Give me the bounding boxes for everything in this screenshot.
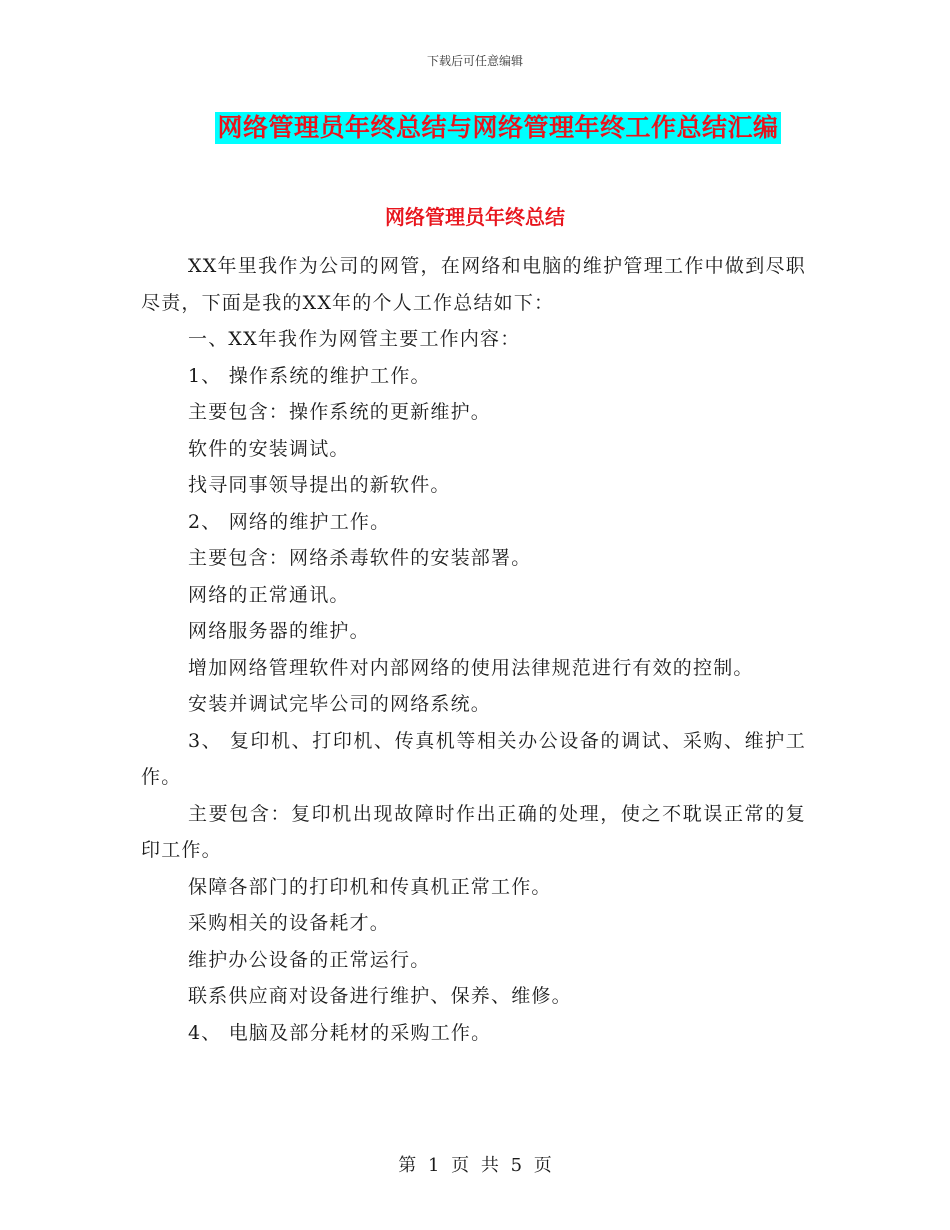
paragraph: 找寻同事领导提出的新软件。 [188,474,451,496]
paragraph: 采购相关的设备耗才。 [188,912,391,934]
paragraph: 主要包含：操作系统的更新维护。 [188,401,492,423]
paragraph: 维护办公设备的正常运行。 [188,948,431,971]
paragraph: 4、 电脑及部分耗材的采购工作。 [188,1021,492,1044]
paragraph: 增加网络管理软件对内部网络的使用法律规范进行有效的控制。 [188,656,754,679]
section-title: 网络管理员年终总结 [385,205,565,229]
page-header-note: 下载后可任意编辑 [426,54,523,68]
document-body [141,248,806,1051]
paragraph: 保障各部门的打印机和传真机正常工作。 [188,875,552,898]
paragraph: 1、 操作系统的维护工作。 [188,364,431,387]
paragraph: 一、XX年我作为网管主要工作内容： [188,328,521,350]
paragraph: 主要包含：网络杀毒软件的安装部署。 [188,547,532,569]
paragraph: 网络服务器的维护。 [188,620,370,642]
paragraph: 网络的正常通讯。 [188,583,350,606]
document-title: 网络管理员年终总结与网络管理年终工作总结汇编 [217,113,779,142]
page-number-footer: 第 1 页 共 5 页 [398,1155,552,1176]
paragraph: 软件的安装调试。 [188,437,350,460]
document-title-container [0,112,950,144]
paragraph: 2、 网络的维护工作。 [188,510,391,533]
paragraph: XX年里我作为公司的网管，在网络和电脑的维护管理工作中做到尽职尽责，下面是我的XX年的个人工作总结如下： [141,255,806,314]
paragraph: 3、 复印机、打印机、传真机等相关办公设备的调试、采购、维护工作。 [141,729,806,788]
paragraph: 安装并调试完毕公司的网络系统。 [188,693,492,715]
paragraph: 主要包含：复印机出现故障时作出正确的处理，使之不耽误正常的复印工作。 [141,802,806,861]
paragraph: 联系供应商对设备进行维护、保养、维修。 [188,985,572,1007]
